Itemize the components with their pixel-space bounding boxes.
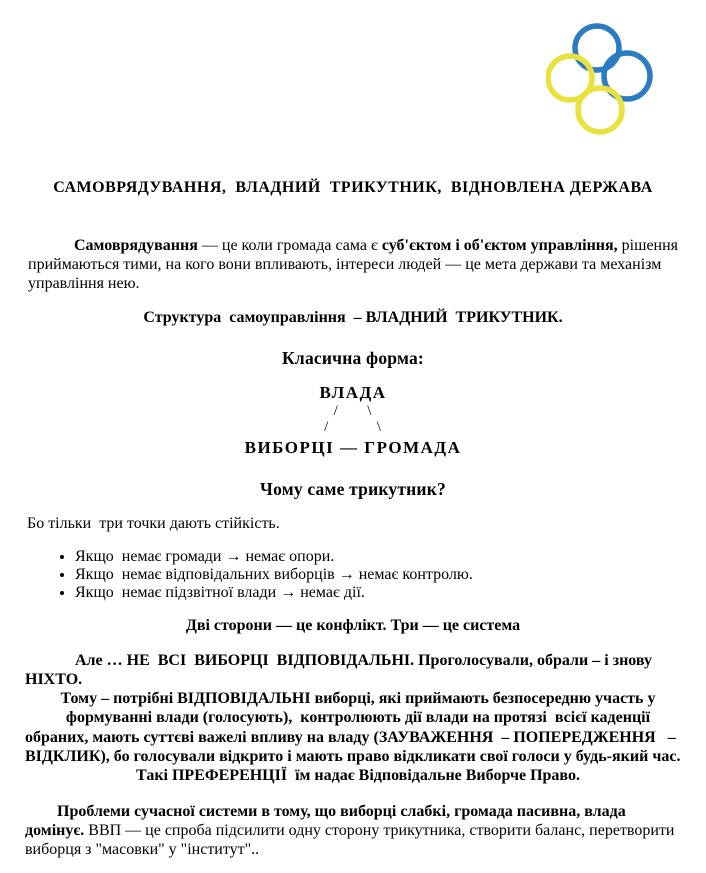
list-item: • Якщо немає підзвітної влади → немає дії. <box>75 584 706 602</box>
block-line: Але … НЕ ВСІ ВИБОРЦІ ВІДПОВІДАЛЬНІ. Проголосували, обрали – і знову <box>75 651 652 669</box>
intro-text-2: рішення приймаються тими, на кого вони впливають, інтереси людей — це мета держави та механізм управління нею. <box>28 237 679 293</box>
problems-bold-lead: Проблеми сучасної системи в тому, що виборці слабкі, громада пасивна, влада домінує. <box>25 802 626 839</box>
triangle-base-label: ВИБОРЦІ — ГРОМАДА <box>244 437 462 457</box>
block-line: Тому – потрібні ВІДПОВІДАЛЬНІ виборці, які приймають безпосередню участь у <box>60 690 656 708</box>
power-triangle-diagram <box>0 382 706 458</box>
triangle-apex-label: ВЛАДА <box>319 382 387 402</box>
intro-bold-lead: Самоврядування <box>74 237 198 254</box>
ring-bottom-yellow <box>578 88 622 132</box>
block-line: обраних, мають суттєві важелі впливу на владу (ЗАУВАЖЕННЯ – ПОПЕРЕДЖЕННЯ – <box>25 728 676 746</box>
intro-paragraph <box>28 236 688 294</box>
block-line: ВІДКЛИК), бо голосували відкрито і мають право відкликати свої голоси у будь-який час. <box>25 747 681 765</box>
block-line: Такі ПРЕФЕРЕНЦІЇ їм надає Відповідальне Виборче Право. <box>136 767 580 785</box>
problems-text: ВВП — це спроба підсилити одну сторону трикутника, створити баланс, перетворити виборця з "масовки" у "інститут".. <box>25 821 675 858</box>
why-triangle-heading: Чому саме трикутник? <box>260 478 446 499</box>
list-item: • Якщо немає громади → немає опори. <box>75 548 706 566</box>
triangle-side-dashes-2: / \ <box>324 418 382 435</box>
intro-bold-subject: суб'єктом і об'єктом управління, <box>381 237 618 254</box>
block-line: НІХТО. <box>25 670 83 688</box>
stability-line: Бо тільки три точки дають стійкість. <box>27 514 280 532</box>
responsible-voters-block <box>25 651 691 786</box>
two-sides-line: Дві сторони — це конфлікт. Три — це система <box>185 616 521 634</box>
classic-form-heading: Класична форма: <box>282 347 424 368</box>
structure-line: Структура самоуправління – ВЛАДНИЙ ТРИКУТНИК. <box>143 308 563 326</box>
list-item: • Якщо немає відповідальних виборців → немає контролю. <box>75 566 706 584</box>
block-line: формуванні влади (голосують), контролюють дії влади на протязі всієї каденції <box>65 709 651 727</box>
ring-top-blue <box>575 26 619 70</box>
document-title: САМОВРЯДУВАННЯ, ВЛАДНИЙ ТРИКУТНИК, ВІДНОВЛЕНА ДЕРЖАВА <box>53 179 653 196</box>
triangle-side-dashes-1: / \ <box>333 402 373 419</box>
interlocked-rings-logo <box>546 10 660 144</box>
intro-text-1: — це коли громада сама є <box>197 237 382 254</box>
problems-paragraph <box>25 802 686 859</box>
conditions-list <box>0 548 706 603</box>
